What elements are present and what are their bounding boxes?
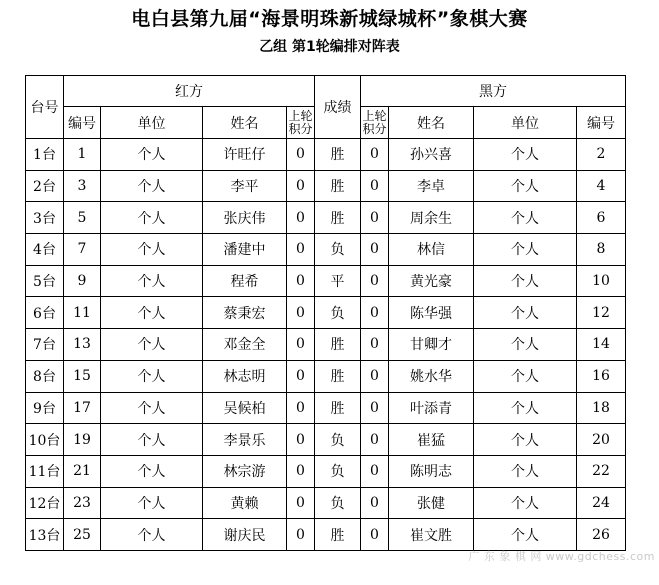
result-cell: 胜 <box>315 392 361 424</box>
black-unit-cell: 个人 <box>474 297 577 329</box>
page-title: 电白县第九届“海景明珠新城绿城杯”象棋大赛 <box>131 8 528 30</box>
table-row <box>26 455 626 487</box>
red-number-cell: 19 <box>64 424 101 456</box>
red-name-cell: 李景乐 <box>203 424 287 456</box>
table-row <box>26 424 626 456</box>
black-prev-score-cell: 0 <box>361 202 389 234</box>
black-unit-cell: 个人 <box>474 170 577 202</box>
board-cell: 8台 <box>26 360 64 392</box>
red-prev-score-cell: 0 <box>287 139 315 171</box>
header-result: 成绩 <box>315 76 361 139</box>
red-name-cell: 许旺仔 <box>203 139 287 171</box>
red-prev-score-cell: 0 <box>287 424 315 456</box>
red-number-cell: 13 <box>64 329 101 361</box>
red-number-cell: 23 <box>64 487 101 519</box>
table-row <box>26 265 626 297</box>
black-unit-cell: 个人 <box>474 487 577 519</box>
red-unit-cell: 个人 <box>101 329 203 361</box>
black-number-cell: 16 <box>577 360 626 392</box>
board-cell: 1台 <box>26 139 64 171</box>
black-prev-score-cell: 0 <box>361 265 389 297</box>
black-number-cell: 18 <box>577 392 626 424</box>
red-unit-cell: 个人 <box>101 519 203 551</box>
black-name-cell: 姚水华 <box>389 360 474 392</box>
pairing-table <box>25 75 626 551</box>
black-number-cell: 6 <box>577 202 626 234</box>
board-cell: 11台 <box>26 455 64 487</box>
red-name-cell: 吴候柏 <box>203 392 287 424</box>
red-unit-cell: 个人 <box>101 487 203 519</box>
red-unit-cell: 个人 <box>101 392 203 424</box>
result-cell: 负 <box>315 234 361 266</box>
red-prev-score-cell: 0 <box>287 265 315 297</box>
site-watermark: 广 东 象 棋 网 www.gdchess.com <box>468 550 655 563</box>
black-prev-score-cell: 0 <box>361 424 389 456</box>
black-number-cell: 26 <box>577 519 626 551</box>
black-name-cell: 张健 <box>389 487 474 519</box>
red-number-cell: 15 <box>64 360 101 392</box>
red-prev-score-cell: 0 <box>287 202 315 234</box>
red-name-cell: 程希 <box>203 265 287 297</box>
board-cell: 9台 <box>26 392 64 424</box>
black-prev-score-cell: 0 <box>361 139 389 171</box>
black-name-cell: 崔猛 <box>389 424 474 456</box>
board-cell: 12台 <box>26 487 64 519</box>
table-row <box>26 392 626 424</box>
red-unit-cell: 个人 <box>101 265 203 297</box>
black-name-cell: 林信 <box>389 234 474 266</box>
table-row <box>26 170 626 202</box>
red-name-cell: 林宗游 <box>203 455 287 487</box>
red-number-cell: 7 <box>64 234 101 266</box>
red-number-cell: 17 <box>64 392 101 424</box>
black-unit-cell: 个人 <box>474 424 577 456</box>
header-red-number: 编号 <box>64 107 101 139</box>
header-red-unit: 单位 <box>101 107 203 139</box>
black-prev-score-cell: 0 <box>361 487 389 519</box>
result-cell: 负 <box>315 487 361 519</box>
red-name-cell: 张庆伟 <box>203 202 287 234</box>
black-unit-cell: 个人 <box>474 360 577 392</box>
board-cell: 5台 <box>26 265 64 297</box>
header-red-name: 姓名 <box>203 107 287 139</box>
black-prev-score-cell: 0 <box>361 170 389 202</box>
black-number-cell: 20 <box>577 424 626 456</box>
red-name-cell: 谢庆民 <box>203 519 287 551</box>
board-cell: 2台 <box>26 170 64 202</box>
table-row <box>26 202 626 234</box>
result-cell: 胜 <box>315 329 361 361</box>
black-number-cell: 8 <box>577 234 626 266</box>
red-unit-cell: 个人 <box>101 455 203 487</box>
header-red-prev-score: 上轮积分 <box>287 107 315 139</box>
black-number-cell: 14 <box>577 329 626 361</box>
red-number-cell: 25 <box>64 519 101 551</box>
board-cell: 3台 <box>26 202 64 234</box>
page-subtitle: 乙组 第1轮编排对阵表 <box>259 39 400 55</box>
result-cell: 负 <box>315 455 361 487</box>
black-number-cell: 22 <box>577 455 626 487</box>
black-unit-cell: 个人 <box>474 329 577 361</box>
red-unit-cell: 个人 <box>101 424 203 456</box>
red-prev-score-cell: 0 <box>287 329 315 361</box>
red-prev-score-cell: 0 <box>287 455 315 487</box>
black-name-cell: 黄光豪 <box>389 265 474 297</box>
table-row <box>26 297 626 329</box>
red-prev-score-cell: 0 <box>287 297 315 329</box>
red-unit-cell: 个人 <box>101 234 203 266</box>
red-name-cell: 蔡秉宏 <box>203 297 287 329</box>
table-row <box>26 329 626 361</box>
black-unit-cell: 个人 <box>474 519 577 551</box>
black-name-cell: 李卓 <box>389 170 474 202</box>
red-number-cell: 21 <box>64 455 101 487</box>
table-row <box>26 360 626 392</box>
red-number-cell: 5 <box>64 202 101 234</box>
red-prev-score-cell: 0 <box>287 234 315 266</box>
table-row <box>26 234 626 266</box>
red-prev-score-cell: 0 <box>287 360 315 392</box>
pairing-table-body <box>26 76 626 551</box>
black-name-cell: 叶添青 <box>389 392 474 424</box>
black-unit-cell: 个人 <box>474 202 577 234</box>
red-name-cell: 潘建中 <box>203 234 287 266</box>
red-unit-cell: 个人 <box>101 139 203 171</box>
red-prev-score-cell: 0 <box>287 170 315 202</box>
result-cell: 胜 <box>315 360 361 392</box>
result-cell: 胜 <box>315 139 361 171</box>
board-cell: 7台 <box>26 329 64 361</box>
result-cell: 负 <box>315 424 361 456</box>
red-number-cell: 9 <box>64 265 101 297</box>
black-number-cell: 4 <box>577 170 626 202</box>
black-unit-cell: 个人 <box>474 265 577 297</box>
red-name-cell: 邓金全 <box>203 329 287 361</box>
black-number-cell: 24 <box>577 487 626 519</box>
table-row <box>26 487 626 519</box>
red-unit-cell: 个人 <box>101 297 203 329</box>
red-number-cell: 1 <box>64 139 101 171</box>
header-black-number: 编号 <box>577 107 626 139</box>
header-black-name: 姓名 <box>389 107 474 139</box>
header-board: 台号 <box>26 76 64 139</box>
board-cell: 13台 <box>26 519 64 551</box>
header-black-unit: 单位 <box>474 107 577 139</box>
board-cell: 10台 <box>26 424 64 456</box>
black-name-cell: 崔文胜 <box>389 519 474 551</box>
red-unit-cell: 个人 <box>101 170 203 202</box>
black-name-cell: 甘卿才 <box>389 329 474 361</box>
black-unit-cell: 个人 <box>474 455 577 487</box>
table-row <box>26 519 626 551</box>
red-name-cell: 黄赖 <box>203 487 287 519</box>
red-name-cell: 李平 <box>203 170 287 202</box>
result-cell: 胜 <box>315 519 361 551</box>
black-prev-score-cell: 0 <box>361 455 389 487</box>
red-prev-score-cell: 0 <box>287 392 315 424</box>
header-black-side: 黑方 <box>361 76 626 107</box>
red-unit-cell: 个人 <box>101 202 203 234</box>
red-prev-score-cell: 0 <box>287 519 315 551</box>
board-cell: 6台 <box>26 297 64 329</box>
black-prev-score-cell: 0 <box>361 297 389 329</box>
header-black-prev-score: 上轮积分 <box>361 107 389 139</box>
black-prev-score-cell: 0 <box>361 392 389 424</box>
black-prev-score-cell: 0 <box>361 329 389 361</box>
header-row-top <box>26 76 626 107</box>
table-row <box>26 139 626 171</box>
black-unit-cell: 个人 <box>474 234 577 266</box>
black-number-cell: 10 <box>577 265 626 297</box>
result-cell: 胜 <box>315 170 361 202</box>
header-red-side: 红方 <box>64 76 315 107</box>
black-name-cell: 陈明志 <box>389 455 474 487</box>
result-cell: 平 <box>315 265 361 297</box>
black-number-cell: 2 <box>577 139 626 171</box>
black-prev-score-cell: 0 <box>361 234 389 266</box>
black-name-cell: 陈华强 <box>389 297 474 329</box>
red-number-cell: 3 <box>64 170 101 202</box>
black-name-cell: 孙兴喜 <box>389 139 474 171</box>
black-number-cell: 12 <box>577 297 626 329</box>
red-unit-cell: 个人 <box>101 360 203 392</box>
result-cell: 胜 <box>315 202 361 234</box>
red-prev-score-cell: 0 <box>287 487 315 519</box>
board-cell: 4台 <box>26 234 64 266</box>
black-prev-score-cell: 0 <box>361 360 389 392</box>
black-name-cell: 周余生 <box>389 202 474 234</box>
black-unit-cell: 个人 <box>474 392 577 424</box>
result-cell: 负 <box>315 297 361 329</box>
black-prev-score-cell: 0 <box>361 519 389 551</box>
red-number-cell: 11 <box>64 297 101 329</box>
black-unit-cell: 个人 <box>474 139 577 171</box>
red-name-cell: 林志明 <box>203 360 287 392</box>
